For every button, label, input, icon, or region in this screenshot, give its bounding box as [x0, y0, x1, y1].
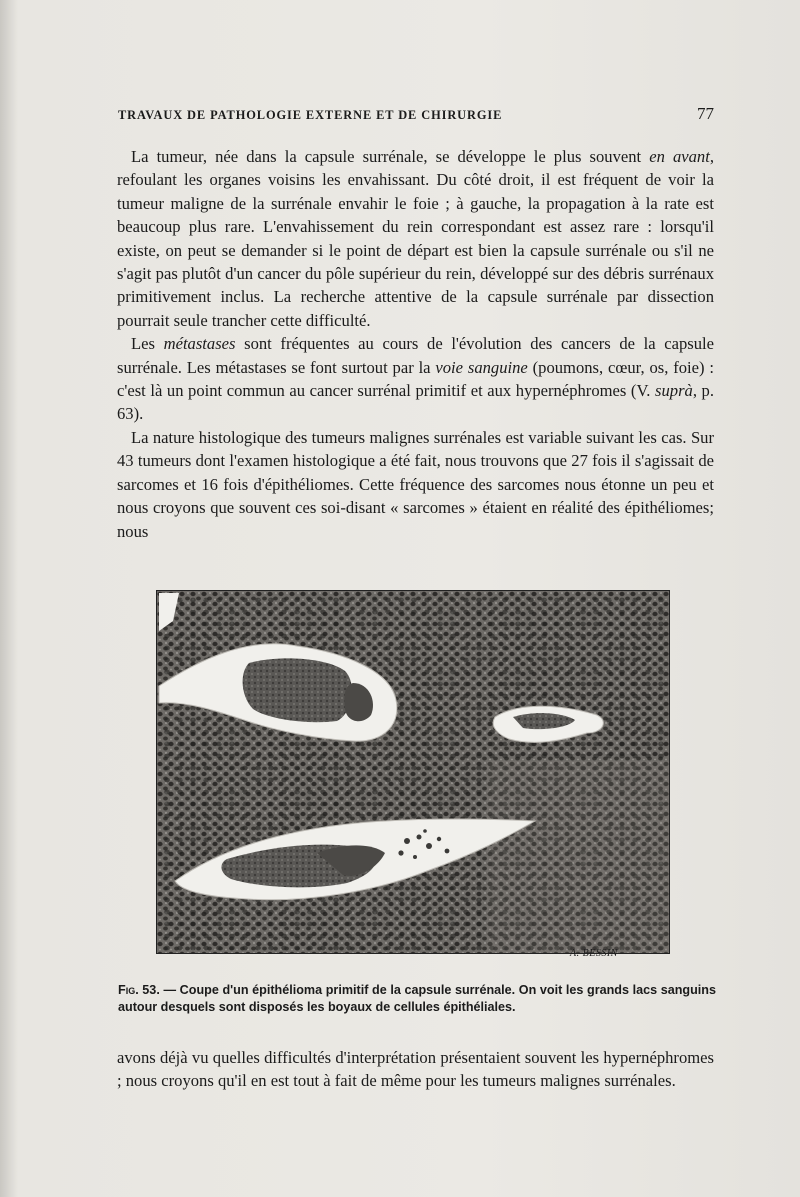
figure-number: Fig. 53. [118, 983, 160, 997]
paragraph-4: avons déjà vu quelles difficultés d'interprétation présentaient souvent les hypernéphromes ; nous croyons qu'il en est tout à fait de même pour les tumeurs malignes surrénales. [117, 1048, 714, 1091]
paragraph-2 [117, 332, 714, 426]
paragraph-1-start: La tumeur, née dans la capsule surrénale, se développe le plus souvent [131, 147, 650, 166]
paragraph-1 [117, 145, 714, 332]
paragraph-2-em-metastases: métastases [163, 334, 236, 354]
histology-figure [156, 590, 670, 954]
paragraph-2-em-supra: suprà [655, 381, 693, 401]
running-head: TRAVAUX DE PATHOLOGIE EXTERNE ET DE CHIRURGIE [118, 108, 503, 122]
paragraph-2-em-voie: voie sanguine [435, 357, 528, 377]
paragraph-1-emphasis: en avant [649, 147, 710, 166]
paragraph-2-b: sont fréquentes au cours de l'évolution des cancers de la capsule surrénale. Les métastases se font surtout par la [117, 334, 715, 377]
caption-text: — Coupe d'un épithélioma primitif de la capsule surrénale. On voit les grands lacs sanguins autour desquels sont disposés les boyaux de cellules épithéliales. [118, 983, 717, 1015]
body-text-top [117, 145, 714, 543]
paragraph-2-d: , p. 63). [117, 381, 714, 424]
paragraph-2-a: Les [131, 334, 164, 354]
page-header [118, 104, 714, 124]
page-number: 77 [697, 104, 714, 123]
illustrator-signature: A. BESSIN [570, 948, 618, 959]
histology-illustration [157, 591, 669, 953]
paragraph-1-rest: , refoulant les organes voisins les envahissant. Du côté droit, il est fréquent de voir la tumeur maligne de la surrénale envahir le foie ; à gauche, la propagation à la rate est beaucoup plus rare. L'envahissement du rein correspondant est assez rare : lorsqu'il existe, on peut se demander si le point de départ est bien la capsule surrénale ou s'il ne s'agit pas plutôt d'un cancer du pôle supérieur du rein, développé sur des débris surrénaux primitivement inclus. La recherche attentive de la capsule surrénale par dissection pourrait seule trancher cette difficulté. [117, 147, 714, 330]
body-text-bottom [117, 1046, 714, 1093]
paragraph-2-c: (poumons, cœur, os, foie) : c'est là un point commun au cancer surrénal primitif et aux hypernéphromes (V. [117, 357, 714, 401]
figure-caption [118, 982, 716, 1017]
paragraph-3: La nature histologique des tumeurs malignes surrénales est variable suivant les cas. Sur 43 tumeurs dont l'examen histologique a été fait, nous trouvons que 27 fois il s'agissait de sarcomes et 16 fois d'épithéliomes. Cette fréquence des sarcomes nous étonne un peu et nous croyons que souvent ces soi-disant « sarcomes » étaient en réalité des épithéliomes; nous [117, 427, 714, 541]
